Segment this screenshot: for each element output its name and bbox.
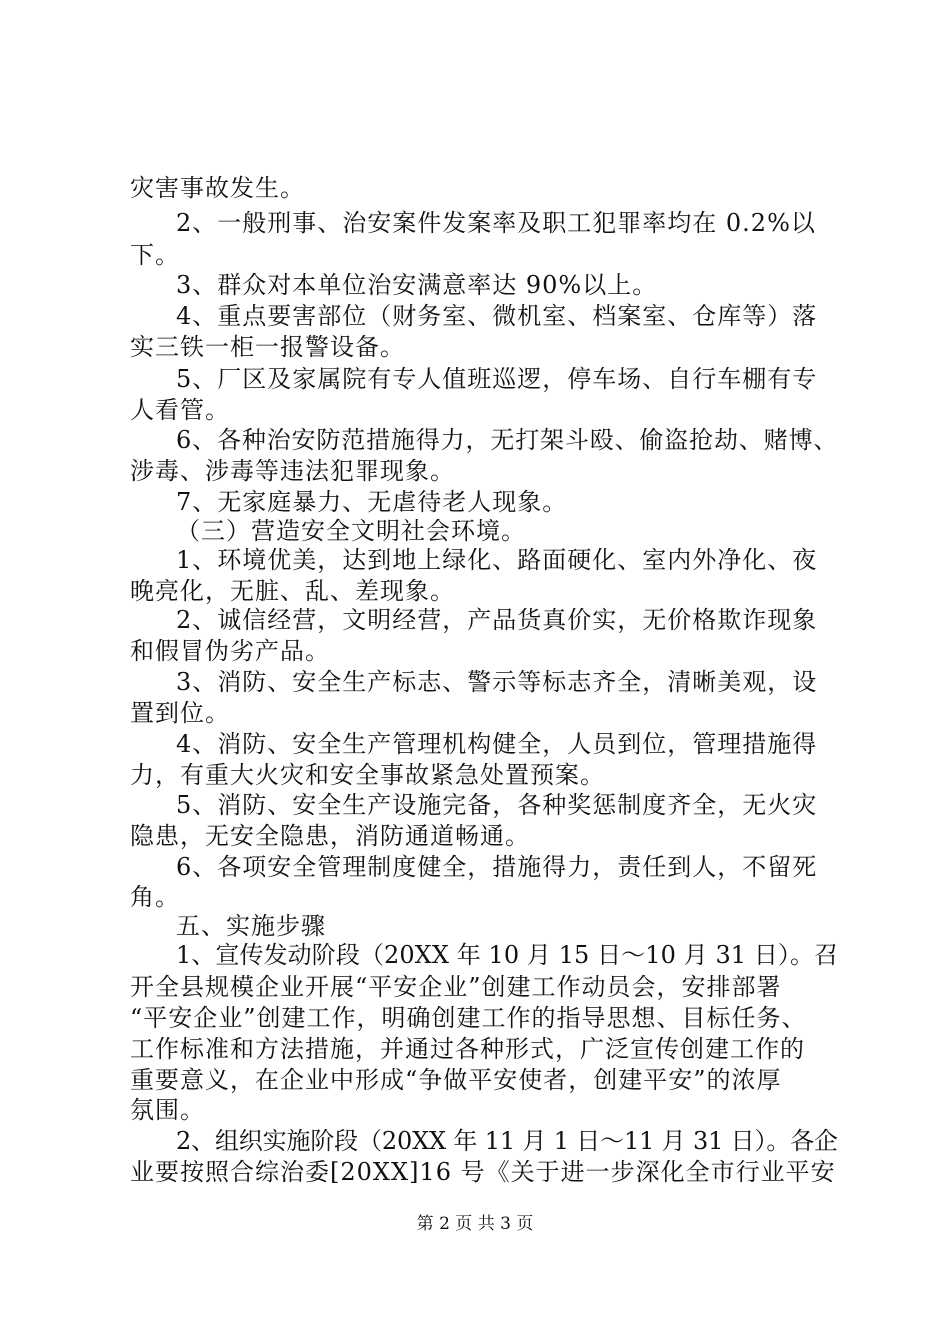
text-line: 下。	[130, 241, 180, 269]
text-line: 5、厂区及家属院有专人值班巡逻，停车场、自行车棚有专	[176, 365, 818, 393]
text-line: 6、各项安全管理制度健全，措施得力，责任到人，不留死	[176, 853, 818, 881]
text-line: 角。	[130, 883, 180, 911]
text-line: 实三铁一柜一报警设备。	[130, 333, 405, 361]
text-line: 7、无家庭暴力、无虐待老人现象。	[176, 488, 568, 516]
text-line: “平安企业”创建工作，明确创建工作的指导思想、目标任务、	[130, 1004, 807, 1032]
text-line: 2、一般刑事、治安案件发案率及职工犯罪率均在 0.2%以	[176, 209, 816, 237]
text-line: 5、消防、安全生产设施完备，各种奖惩制度齐全，无火灾	[176, 791, 818, 819]
text-line: 氛围。	[130, 1096, 205, 1124]
text-line: 4、消防、安全生产管理机构健全，人员到位，管理措施得	[176, 730, 818, 758]
text-line: 1、环境优美，达到地上绿化、路面硬化、室内外净化、夜	[176, 546, 818, 574]
text-line: 业要按照合综治委[20XX]16 号《关于进一步深化全市行业平安	[130, 1158, 836, 1186]
text-line: 2、诚信经营，文明经营，产品货真价实，无价格欺诈现象	[176, 606, 818, 634]
text-line: 4、重点要害部位（财务室、微机室、档案室、仓库等）落	[176, 302, 818, 330]
text-line: 2、组织实施阶段（20XX 年 11 月 1 日～11 月 31 日）。各企	[176, 1127, 838, 1155]
text-line: 1、宣传发动阶段（20XX 年 10 月 15 日～10 月 31 日）。召	[176, 941, 839, 969]
text-line: 力，有重大火灾和安全事故紧急处置预案。	[130, 761, 605, 789]
text-line: 和假冒伪劣产品。	[130, 637, 330, 665]
page-number-footer: 第 2 页 共 3 页	[416, 1214, 534, 1234]
section-heading: 五、实施步骤	[176, 912, 326, 940]
text-line: 3、群众对本单位治安满意率达 90%以上。	[176, 271, 658, 299]
text-line: 开全县规模企业开展“平安企业”创建工作动员会，安排部署	[130, 973, 782, 1001]
text-line: 6、各种治安防范措施得力，无打架斗殴、偷盗抢劫、赌博、	[176, 426, 839, 454]
text-line: 晚亮化，无脏、乱、差现象。	[130, 577, 455, 605]
text-line: 灾害事故发生。	[130, 174, 305, 202]
text-line: 置到位。	[130, 699, 230, 727]
text-line: 重要意义，在企业中形成“争做平安使者，创建平安”的浓厚	[130, 1066, 782, 1094]
text-line: 工作标准和方法措施，并通过各种形式，广泛宣传创建工作的	[130, 1035, 805, 1063]
section-heading: （三）营造安全文明社会环境。	[176, 517, 526, 545]
text-line: 3、消防、安全生产标志、警示等标志齐全，清晰美观，设	[176, 668, 818, 696]
text-line: 隐患，无安全隐患，消防通道畅通。	[130, 822, 530, 850]
text-line: 涉毒、涉毒等违法犯罪现象。	[130, 457, 455, 485]
text-line: 人看管。	[130, 396, 230, 424]
